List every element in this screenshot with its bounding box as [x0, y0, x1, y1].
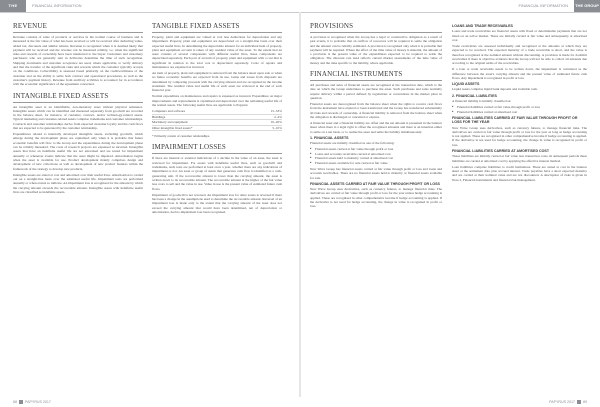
paragraph: Expenditures related to internally developed intangible assets, excluding goodwill, which emerge during the development phase are capitalised only when it is probable that future economic benefits will flow to the Group and the expenditures during the development phase can be reliably measured. The costs of research projects are expensed as incurred. Intangible assets that have an indefinite useful life are not amortised and are tested for impairment annually or whenever events indicate that the asset might be impaired. Amortisation begins when the asset is available for use. Product development mainly comprises design and development of new collections as well as development of new product features within the framework of the strategy to develop new products.	[13, 132, 143, 171]
paragraph: Intangible assets are stated at cost and amortised over their useful lives. Amortisation is carried out on a straight-line basis over the estimated useful life. Impairment tests are performed annually or when events so indicate. An impairment loss is recognised for the amount by which the carrying amount exceeds the recoverable amount. Intangible assets with indefinite useful lives are classified as indefinite assets.	[13, 172, 143, 194]
list-item: ■ Financial assets held to maturity carried at amortised cost	[310, 156, 442, 160]
table-cell: Computers and software	[152, 109, 254, 114]
header-label-left: FINANCIAL INFORMATION	[32, 3, 82, 8]
paragraph: Revenue consists of sales of products or services in the normal course of business and is measured at the fair value of what has been received or will be received after deducting value-added tax, discounts and similar returns. Revenue is recognised when it is deemed likely that payment will be received and the revenue can be measured reliably, i.e. when the significant risks and rewards of ownership have been transferred to the buyer. Customers and customary purchasers who are generally sent in deliveries determine the time of such recognition. Shipping documents and customer acceptance are used, where applicable, to verify delivery and that the transfer of the significant risks and rewards which the customer typically accepts on the conditions. Collectibility is assessed based primarily on the creditworthiness of the customer and on the ability to settle both contract and operational procedures, as well as the customer's payment history. Revenue from ancillary activities is accounted for in accordance with the economic significance of the agreement concerned.	[13, 35, 143, 87]
page-number-right: 89	[583, 399, 587, 404]
paragraph: New Wave Group uses derivatives, such as currency futures, to manage financial risks. The derivatives are carried at fair value through profit or loss for the year as long as hedge accounting is not applied. These are recognised in other comprehensive income if hedge accounting is applied. If the derivative is not used for hedge accounting, the change in value is recognised in profit or loss.	[452, 125, 587, 147]
column-3	[310, 22, 442, 210]
table-cell: Buildings	[152, 114, 254, 120]
footer-right	[549, 400, 587, 404]
paragraph: Liquid assets comprise liquid bank deposits and available cash.	[452, 87, 538, 92]
paragraph: Normal expenditure on maintenance and repairs is expensed as incurred. Expenditure on major improvements and replacements is capitalised and depreciated over the remaining useful life of the related assets. The following useful lives are applicable to Papyrus:	[152, 94, 282, 108]
paragraph: If there are internal or external indications of a decline in the value of an asset, the asset is reviewed for impairment. For assets with indefinite useful lives, such as goodwill and trademarks, such tests are performed at least once a year, whether there are any indications of impairment or not. An asset or group of assets that generates cash flow is identified as a cash-generating unit. If the recoverable amount is lower than the carrying amount, the asset is written down to its recoverable amount. The recoverable amount is the higher of the fair value less costs to sell and the value in use. Value in use is the present value of estimated future cash flows.	[152, 156, 282, 191]
paragraph: Loan liabilities comprise liabilities to credit institutions. These are stated at cost in the balance sheet at the settlement date plus accrued interest. Trade payables have a short expected maturity and are carried at their nominal value and are not discounted. A description of risks is given in Note 2, Financial instruments and financial risk management.	[452, 164, 587, 182]
section-title-impairment: IMPAIRMENT LOSSES	[152, 143, 282, 154]
section-title-intangible: INTANGIBLE FIXED ASSETS	[13, 92, 143, 103]
paragraph: If a loan or trade receivable needs to be written down, the impairment is calculated as the difference between the asset's carrying amount and the present value of estimated future cash flows. Any impairment is recognised in profit or loss.	[452, 67, 587, 80]
list-item: ■ Financial assets carried at fair value through profit or loss	[310, 147, 442, 151]
section-title-tangible: TANGIBLE FIXED ASSETS	[152, 22, 282, 33]
subheading: 1. FINANCIAL ASSETS	[310, 135, 349, 140]
paragraph: Loans and trade receivables are financial assets with fixed or determinable payments that are not listed on an active market. These are initially carried at fair value and subsequently at amortised cost.	[452, 29, 587, 42]
page-number-left: 88	[13, 399, 17, 404]
paragraph: A provision is recognised when the Group has a legal or constructive obligation as a result of past events, it is probable that an outflow of resources will be required to settle the obligation and the amount can be reliably estimated. A provision is recognised only when it is probable that payment will be required. Where the effect of the time value of money is material, the amount of a provision is the present value of the expenditures expected to be required to settle the obligation. The discount rate used reflects current market assessments of the time value of money and the risks specific to the liability, where applicable.	[310, 35, 442, 65]
list-item: ■ Financial liabilities carried at fair value through profit or loss	[452, 105, 587, 109]
paragraph: All purchases and sales of financial assets are recognised at the transaction date, which is the date on which the Group undertakes to purchase the asset. Such purchases and sales normally require delivery within a period defined by regulations or conventions in the market place in question.	[310, 83, 442, 100]
subheading: FINANCIAL LIABILITIES CARRIED AT AMORTISED COST	[452, 149, 550, 154]
list-item: ■ Financial assets available for sale carried at fair value	[310, 161, 442, 165]
list-item: ■ Loans and accounts receivable carried at amortised cost	[310, 152, 442, 156]
table-cell: Machinery and equipment	[152, 120, 254, 126]
header-label-right: FINANCIAL INFORMATION	[518, 3, 568, 8]
paragraph: An item of property, plant and equipment is removed from the balance sheet upon sale or when no future economic benefits are expected from its use. Gains and losses from disposals are determined by comparing proceeds with the carrying amount and are recognised in the income statement. The residual value and useful life of each asset are reviewed at the end of each financial year.	[152, 71, 282, 93]
page-spine	[299, 12, 301, 397]
table-cell: 15–33%	[254, 109, 282, 114]
section-title-provisions: PROVISIONS	[310, 22, 442, 33]
column-4	[452, 22, 587, 184]
column-1	[13, 22, 143, 196]
footer-square-icon	[577, 400, 581, 404]
paragraph: An intangible asset is an identifiable, non-monetary asset without physical substance. Intangible assets which can be identified and measured separately from goodwill are recorded in the balance sheet, for instance, of customer, contract- and/or technology-related assets. Typical marketing and customer-related assets comprise trademarks and customer relationships. Contracts and customer relationships derive from expected customer loyalty and the cash flows that are expected to be generated by the customer relationship.	[13, 104, 144, 131]
footer-square-icon	[19, 400, 23, 404]
table-row	[152, 125, 282, 131]
subheading: FINANCIAL LIABILITIES CARRIED AT FAIR VALUE THROUGH PROFIT OR LOSS FOR THE YEAR	[452, 115, 578, 125]
paragraph: New Wave Group has financial assets carried at fair value through profit or loss and loans and accounts receivables. There are no financial assets held to maturity or financial assets available for sale.	[310, 166, 442, 180]
subheading: LIQUID ASSETS	[452, 82, 480, 87]
paragraph: Financial assets are initially classified as one of the following:	[310, 141, 395, 146]
list-item: ■ Financial liabilities carried at amortised cost	[452, 110, 587, 114]
paragraph: New Wave Group uses derivatives, such as currency futures, to manage financial risks. The derivatives are carried at fair value through profit or loss for the year unless hedge accounting is applied. These are recognised in other comprehensive income if hedge accounting is applied. If the derivative is not used for hedge accounting, the change in value is recognised in profit or loss.	[310, 187, 442, 209]
section-title-revenue: REVENUE	[13, 22, 143, 33]
section-title-instruments: FINANCIAL INSTRUMENTS	[310, 70, 442, 81]
table-cell: 10–20%	[254, 120, 282, 126]
section-tab-right: THE GROUP	[574, 0, 600, 12]
useful-lives-table	[152, 109, 282, 131]
column-2	[152, 22, 282, 216]
bullet-list	[310, 147, 442, 165]
table-cell: 5–10%	[254, 125, 282, 131]
subheading: FINANCIAL ASSETS CARRIED AT FAIR VALUE THROUGH PROFIT OR LOSS	[310, 181, 440, 186]
paragraph: Impairment of goodwill is not reversed. An impairment loss for other assets is reversed if there has been a change in the assumptions used to determine the recoverable amount. Reversal of an impairment loss is made only to the extent that the carrying amount of the asset does not exceed the carrying amount that would have been determined, net of depreciation or amortisation, had no impairment loss been recognised.	[152, 192, 282, 214]
paragraph: A financial asset and a financial liability are offset and the net amount is presented in the balance sheet when there is a legal right to offset the recognised amounts and there is an intention either to settle on a net basis, or to realise the asset and settle the liability simultaneously.	[310, 121, 442, 134]
table-cell: Other intangible fixed assets*	[152, 125, 254, 131]
table-footnote: * Primarily consist of customer relationships.	[152, 134, 210, 139]
page-header	[0, 0, 600, 20]
subheading: LOANS AND TRADE RECEIVABLES	[452, 24, 513, 28]
table-cell: 2–4%	[254, 114, 282, 120]
paragraph: Trade receivables are assessed individually and recognised at the amounts at which they are expected to be received. The expected maturity of a trade receivable is short, and the value is therefore recognised at the nominal amount without discounting. A provision is made for doubtful receivables if there is objective evidence that the Group will not be able to collect all amounts due according to the original terms of the receivables.	[452, 43, 587, 66]
footer-title-left: PAPYRUS 2017	[25, 399, 51, 404]
paragraph: These liabilities are initially carried at fair value less transaction costs. In subsequent periods these liabilities are carried at amortised cost by applying the effective interest method.	[452, 154, 587, 163]
subheading: 2. FINANCIAL LIABILITIES	[452, 93, 497, 98]
section-tab-left: THE GROUP	[0, 0, 26, 12]
paragraph: Financial assets are derecognised from the balance sheet when the rights to receive cash flows from the instrument have expired or been transferred and the Group has transferred substantially all risks and rewards of ownership. A financial liability is removed from the balance sheet when the obligation is discharged or cancelled or expires.	[310, 102, 442, 119]
footer-left	[13, 400, 51, 404]
paragraph: A financial liability is initially classified as:	[452, 99, 512, 104]
bullet-list	[452, 105, 587, 114]
paragraph: Property, plant and equipment are valued at cost less deductions for depreciation and any impairment. Property, plant and equipment are depreciated on a straight-line basis over their expected useful lives. In determining the depreciable amount for an individual item of property, plant and equipment account is taken of any residual value of the asset. To the extent that an asset consists of several components with different useful lives, these components are depreciated separately. Each part of an item of property, plant and equipment with a cost that is significant in relation to the total cost is depreciated separately. Costs of repairs and maintenance are expensed as incurred.	[152, 35, 282, 70]
footer-title-right: PAPYRUS 2017	[549, 399, 575, 404]
